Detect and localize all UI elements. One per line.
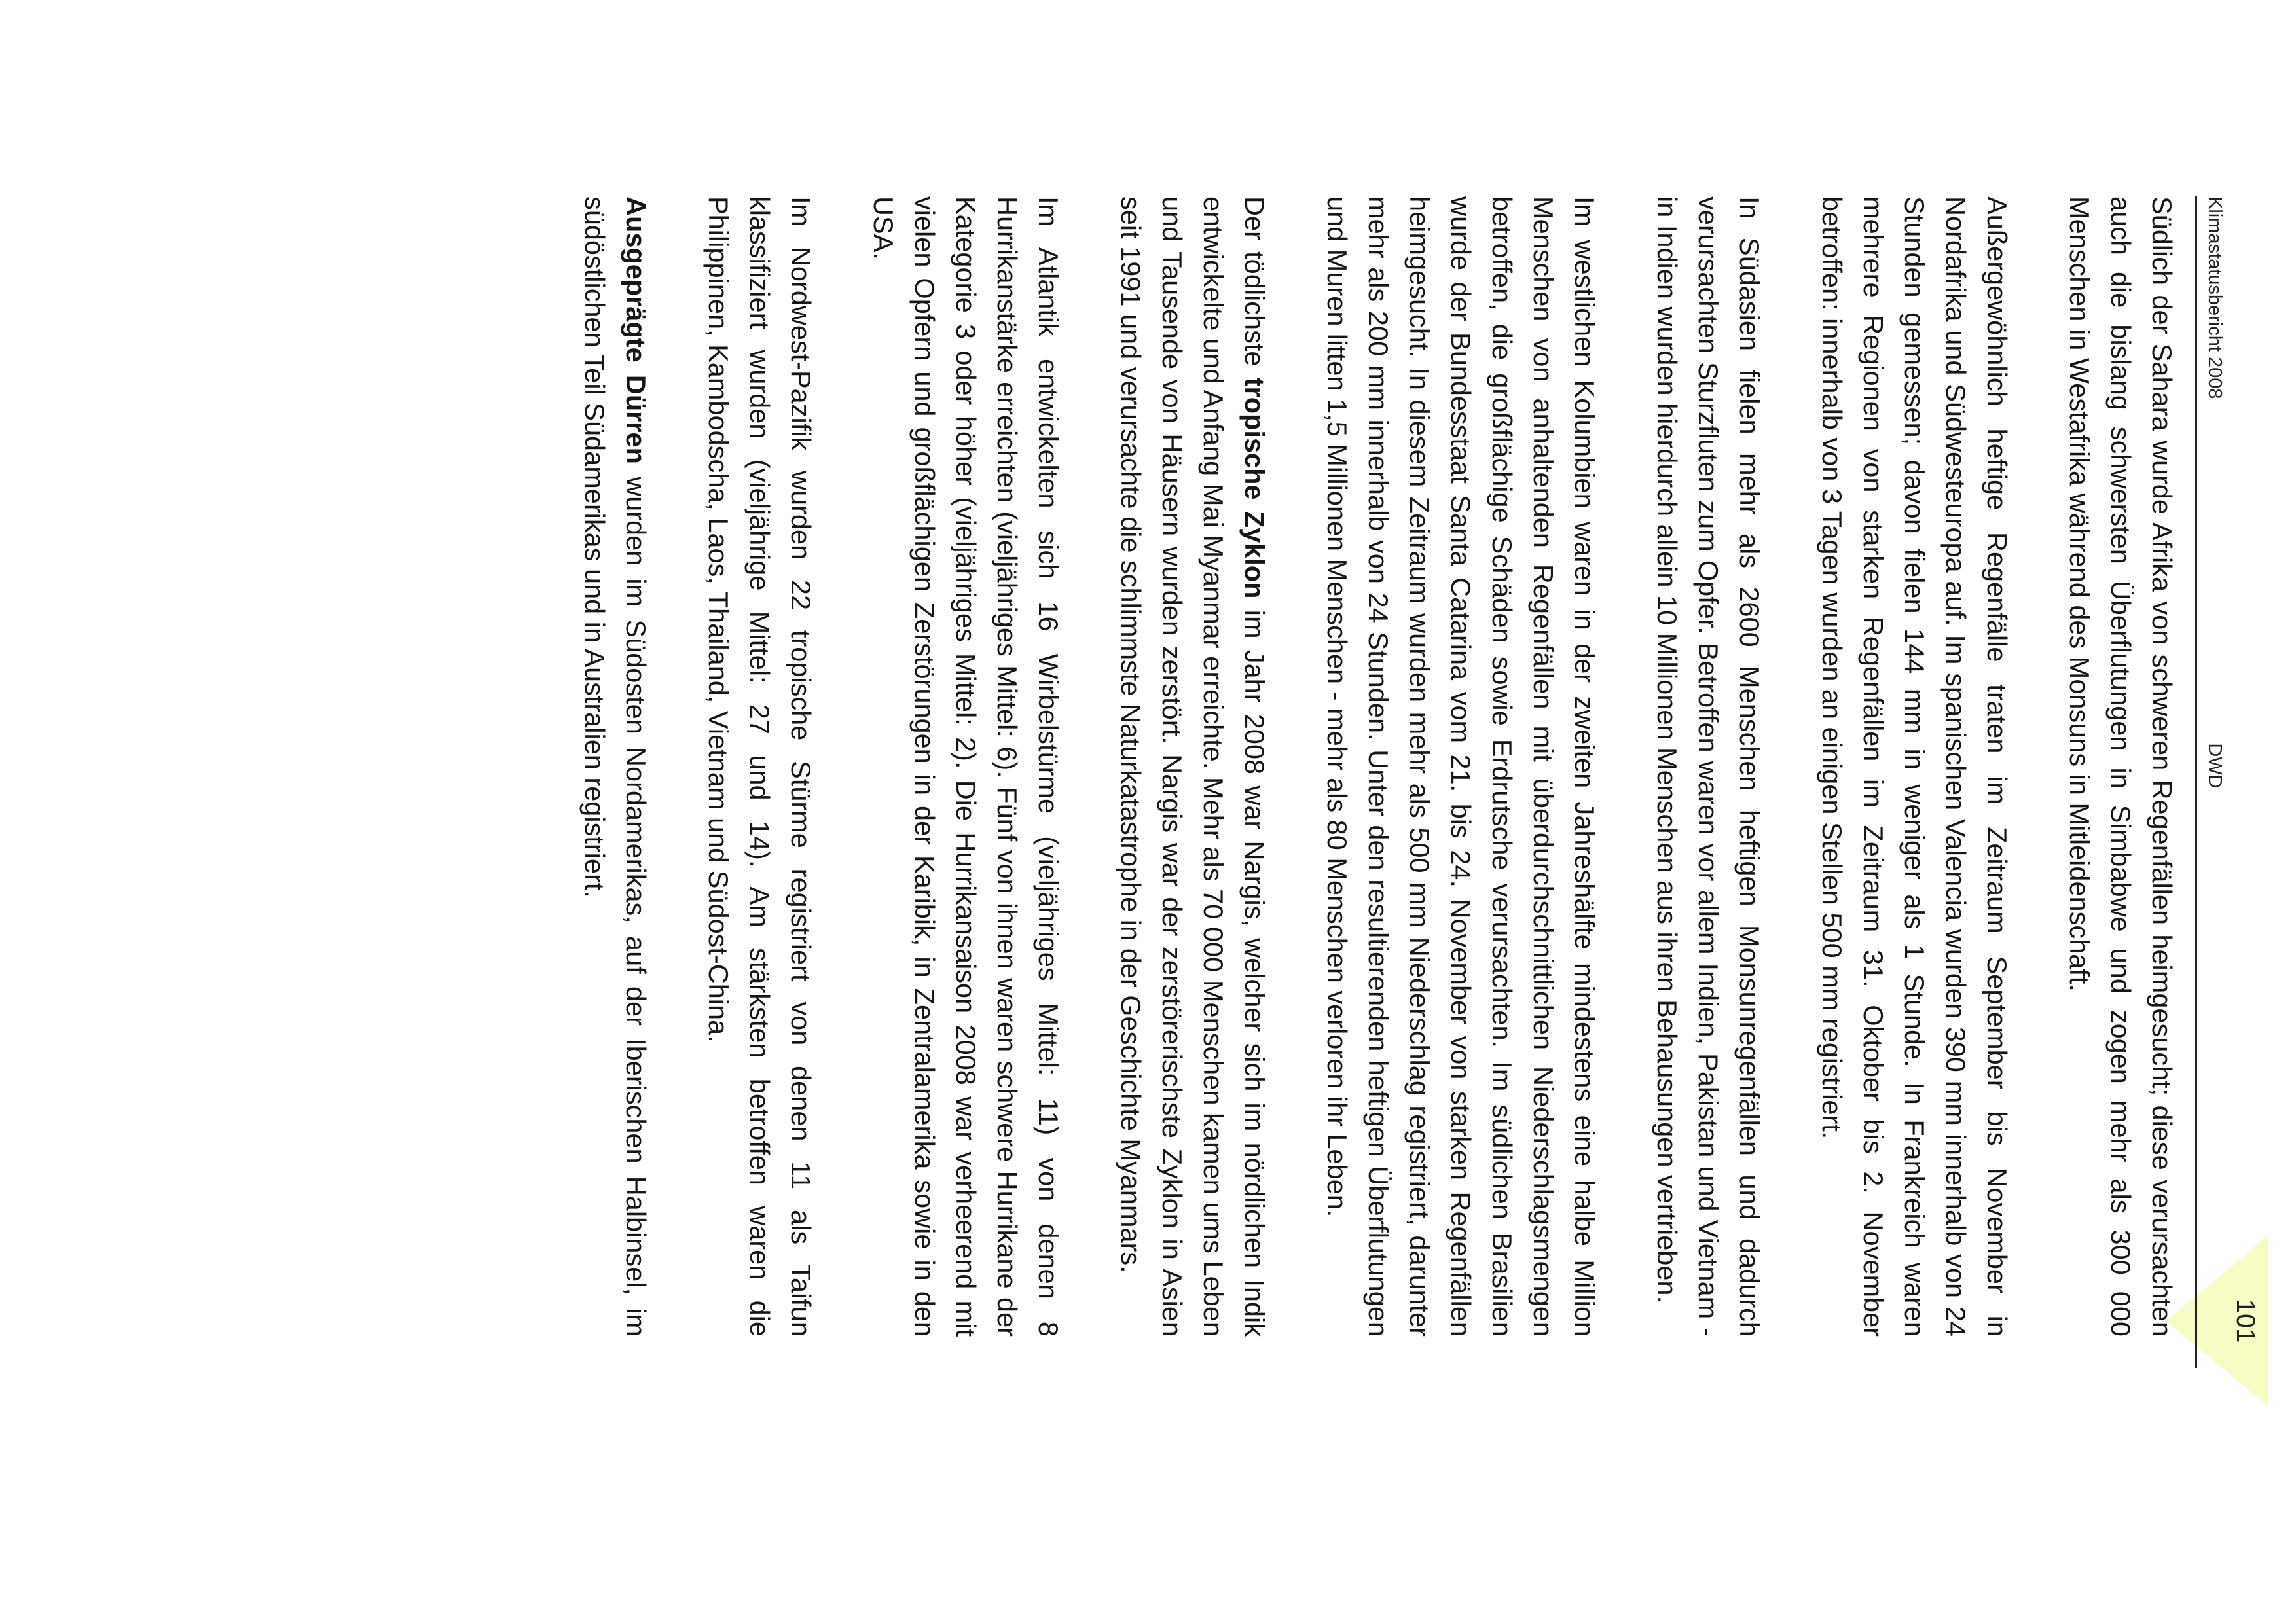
page-header bbox=[2197, 196, 2236, 1335]
paragraph-droughts bbox=[574, 196, 657, 1337]
body-text bbox=[533, 196, 2183, 1337]
header-rule bbox=[2195, 196, 2197, 1368]
paragraph-south-asia: In Südasien fielen mehr als 2600 Menschen heftigen Monsunregenfällen und dadurch verursachten Sturzfluten zum Opfer. Betroffen waren vor allem Indien, Pakistan und Vietnam - in Indien wurden hierdurch allein 10 Millionen Menschen aus ihren Behausungen vertrieben. bbox=[1652, 196, 1765, 1337]
paragraph-north-africa-europe: Außergewöhnlich heftige Regenfälle traten im Zeitraum September bis November in Nordafrika und Südwesteuropa auf. Im spanischen Valencia wurden 390 mm innerhalb von 24 Stunden gemessen; davon fielen 144 mm in weniger als 1 Stunde. In Frankreich waren mehrere Regionen von starken Regenfällen im Zeitraum 31. Oktober bis 2. November betroffen: innerhalb von 3 Tagen wurden an einigen Stellen 500 mm registriert. bbox=[1817, 196, 2012, 1337]
paragraph-text: wurden im Südosten Nordamerikas, auf der Iberischen Halbinsel, im südöstlichen Teil Südamerikas und in Australien registriert. bbox=[579, 196, 651, 1337]
emphasis-tropical-cyclone: tropische Zyklon bbox=[1239, 377, 1270, 599]
header-report-title: Klimastatusbericht 2008 bbox=[2204, 196, 2225, 399]
paragraph-northwest-pacific: Im Nordwest-Pazifik wurden 22 tropische Stürme registriert von denen 11 als Taifun klassifiziert wurden (vieljährige Mittel: 27 und 14). Am stärksten betroffen waren die Philippinen, Kambodscha, Laos, Thailand, Vietnam und Südost-China. bbox=[703, 196, 816, 1337]
paragraph-text: im Jahr 2008 war Nargis, welcher sich im nördlichen Indik entwickelte und Anfang Mai Myanmar erreichte. Mehr als 70 000 Menschen kamen ums Leben und Tausende von Häusern wurden zerstört. Nargis war der zerstörerischste Zyklon in Asien seit 1991 und verursachte die schlimmste Naturkatastrophe in der Geschichte Myanmars. bbox=[1116, 196, 1270, 1337]
paragraph-text: Der tödlichste bbox=[1239, 196, 1270, 378]
paragraph-atlantic-hurricanes: Im Atlantik entwickelten sich 16 Wirbelstürme (vieljähriges Mittel: 11) von denen 8 Hurrikanstärke erreichten (vieljähriges Mittel: 6). Fünf von ihnen waren schwere Hurrikane der Kategorie 3 oder höher (vieljähriges Mittel: 2). Die Hurrikansaison 2008 war verheerend mit vielen Opfern und großflächigen Zerstörungen in der Karibik, in Zentralamerika sowie in den USA. bbox=[868, 196, 1064, 1337]
emphasis-droughts: Ausgeprägte Dürren bbox=[621, 196, 651, 464]
paragraph-colombia-brazil: Im westlichen Kolumbien waren in der zweiten Jahreshälfte mindestens eine halbe Million Menschen von anhaltenden Regenfällen mit überdurchschnittlichen Niederschlagsmengen betroffen, die großflächige Schäden sowie Erdrutsche verursachten. Im südlichen Brasilien wurde der Bundesstaat Santa Catarina vom 21. bis 24. November von starken Regenfällen heimgesucht. In diesem Zeitraum wurden mehr als 500 mm Niederschlag registriert, darunter mehr als 200 mm innerhalb von 24 Stunden. Unter den resultierenden heftigen Überflutungen und Muren litten 1,5 Millionen Menschen - mehr als 80 Menschen verloren ihr Leben. bbox=[1322, 196, 1600, 1337]
paragraph-sahara-africa: Südlich der Sahara wurde Afrika von schweren Regenfällen heimgesucht; diese verursachten auch die bislang schwersten Überflutungen in Simbabwe und zogen mehr als 300 000 Menschen in Westafrika während des Monsuns in Mitleidenschaft. bbox=[2064, 196, 2177, 1337]
page-number: 101 bbox=[2231, 1299, 2260, 1343]
paragraph-tropical-cyclone bbox=[1110, 196, 1275, 1337]
header-organization: DWD bbox=[2204, 743, 2225, 789]
